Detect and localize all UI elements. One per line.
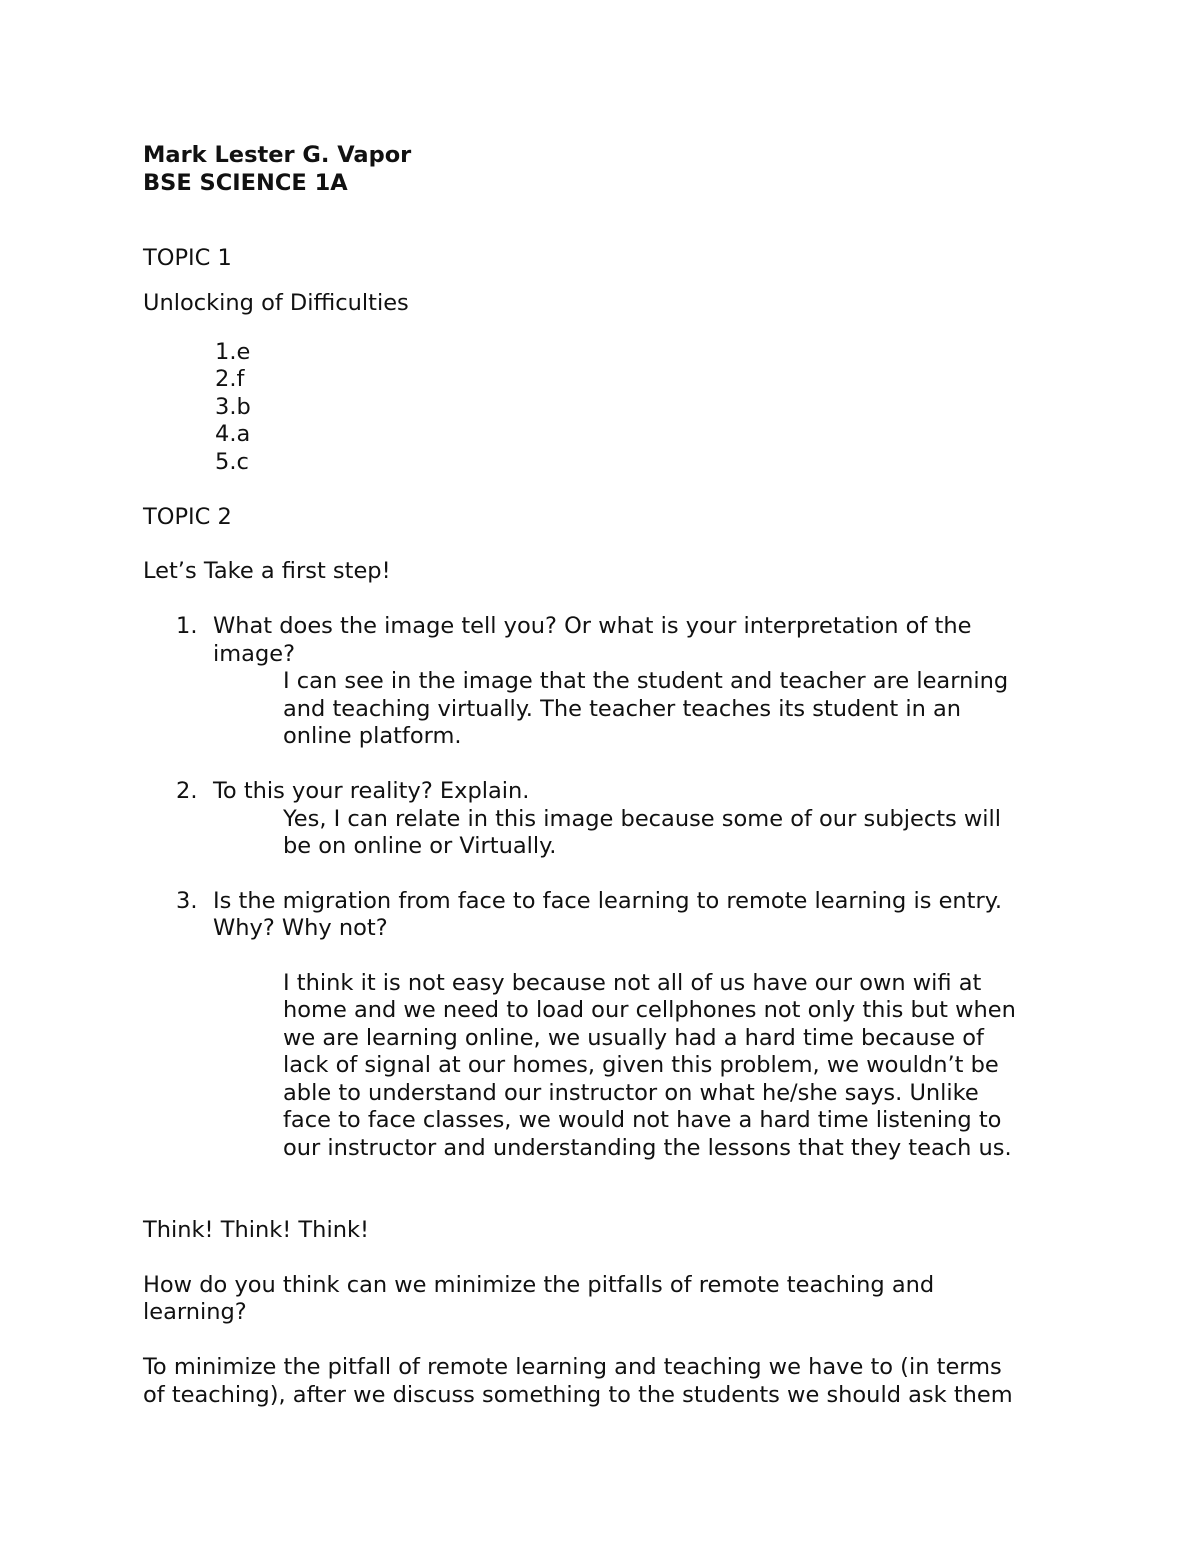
answer-line: Yes, I can relate in this image because some of our subjects will <box>283 806 1002 832</box>
answer-item-4: 4.a <box>215 421 251 447</box>
answer-line: face to face classes, we would not have a hard time listening to <box>283 1107 1002 1133</box>
think-answer-line: of teaching), after we discuss something to the students we should ask them <box>143 1382 1013 1408</box>
answer-line: and teaching virtually. The teacher teaches its student in an <box>283 696 962 722</box>
answer-line: home and we need to load our cellphones not only this but when <box>283 997 1016 1023</box>
question-line: What does the image tell you? Or what is your interpretation of the <box>213 613 972 639</box>
student-course: BSE SCIENCE 1A <box>143 170 348 196</box>
answer-line: we are learning online, we usually had a hard time because of <box>283 1025 984 1051</box>
question-line: image? <box>213 641 296 667</box>
answer-line: lack of signal at our homes, given this problem, we wouldn’t be <box>283 1052 999 1078</box>
topic2-subheading: Let’s Take a first step! <box>143 558 391 584</box>
think-answer-line: To minimize the pitfall of remote learning and teaching we have to (in terms <box>143 1354 1002 1380</box>
think-question-line: How do you think can we minimize the pitfalls of remote teaching and <box>143 1272 935 1298</box>
answer-item-3: 3.b <box>215 394 251 420</box>
answer-item-5: 5.c <box>215 449 249 475</box>
answer-item-1: 1.e <box>215 339 251 365</box>
question-number: 2. <box>176 778 198 804</box>
answer-line: online platform. <box>283 723 462 749</box>
question-line: Why? Why not? <box>213 915 388 941</box>
topic2-heading: TOPIC 2 <box>143 504 232 530</box>
think-heading: Think! Think! Think! <box>143 1217 369 1243</box>
answer-line: our instructor and understanding the lessons that they teach us. <box>283 1135 1012 1161</box>
question-number: 1. <box>176 613 198 639</box>
question-number: 3. <box>176 888 198 914</box>
question-line: To this your reality? Explain. <box>213 778 530 804</box>
answer-line: able to understand our instructor on what he/she says. Unlike <box>283 1080 979 1106</box>
student-name: Mark Lester G. Vapor <box>143 142 412 168</box>
topic1-subheading: Unlocking of Difficulties <box>143 290 409 316</box>
question-line: Is the migration from face to face learning to remote learning is entry. <box>213 888 1003 914</box>
answer-line: be on online or Virtually. <box>283 833 557 859</box>
answer-item-2: 2.f <box>215 366 245 392</box>
answer-line: I think it is not easy because not all of us have our own wifi at <box>283 970 982 996</box>
topic1-heading: TOPIC 1 <box>143 245 232 271</box>
think-question-line: learning? <box>143 1299 247 1325</box>
answer-line: I can see in the image that the student and teacher are learning <box>283 668 1009 694</box>
